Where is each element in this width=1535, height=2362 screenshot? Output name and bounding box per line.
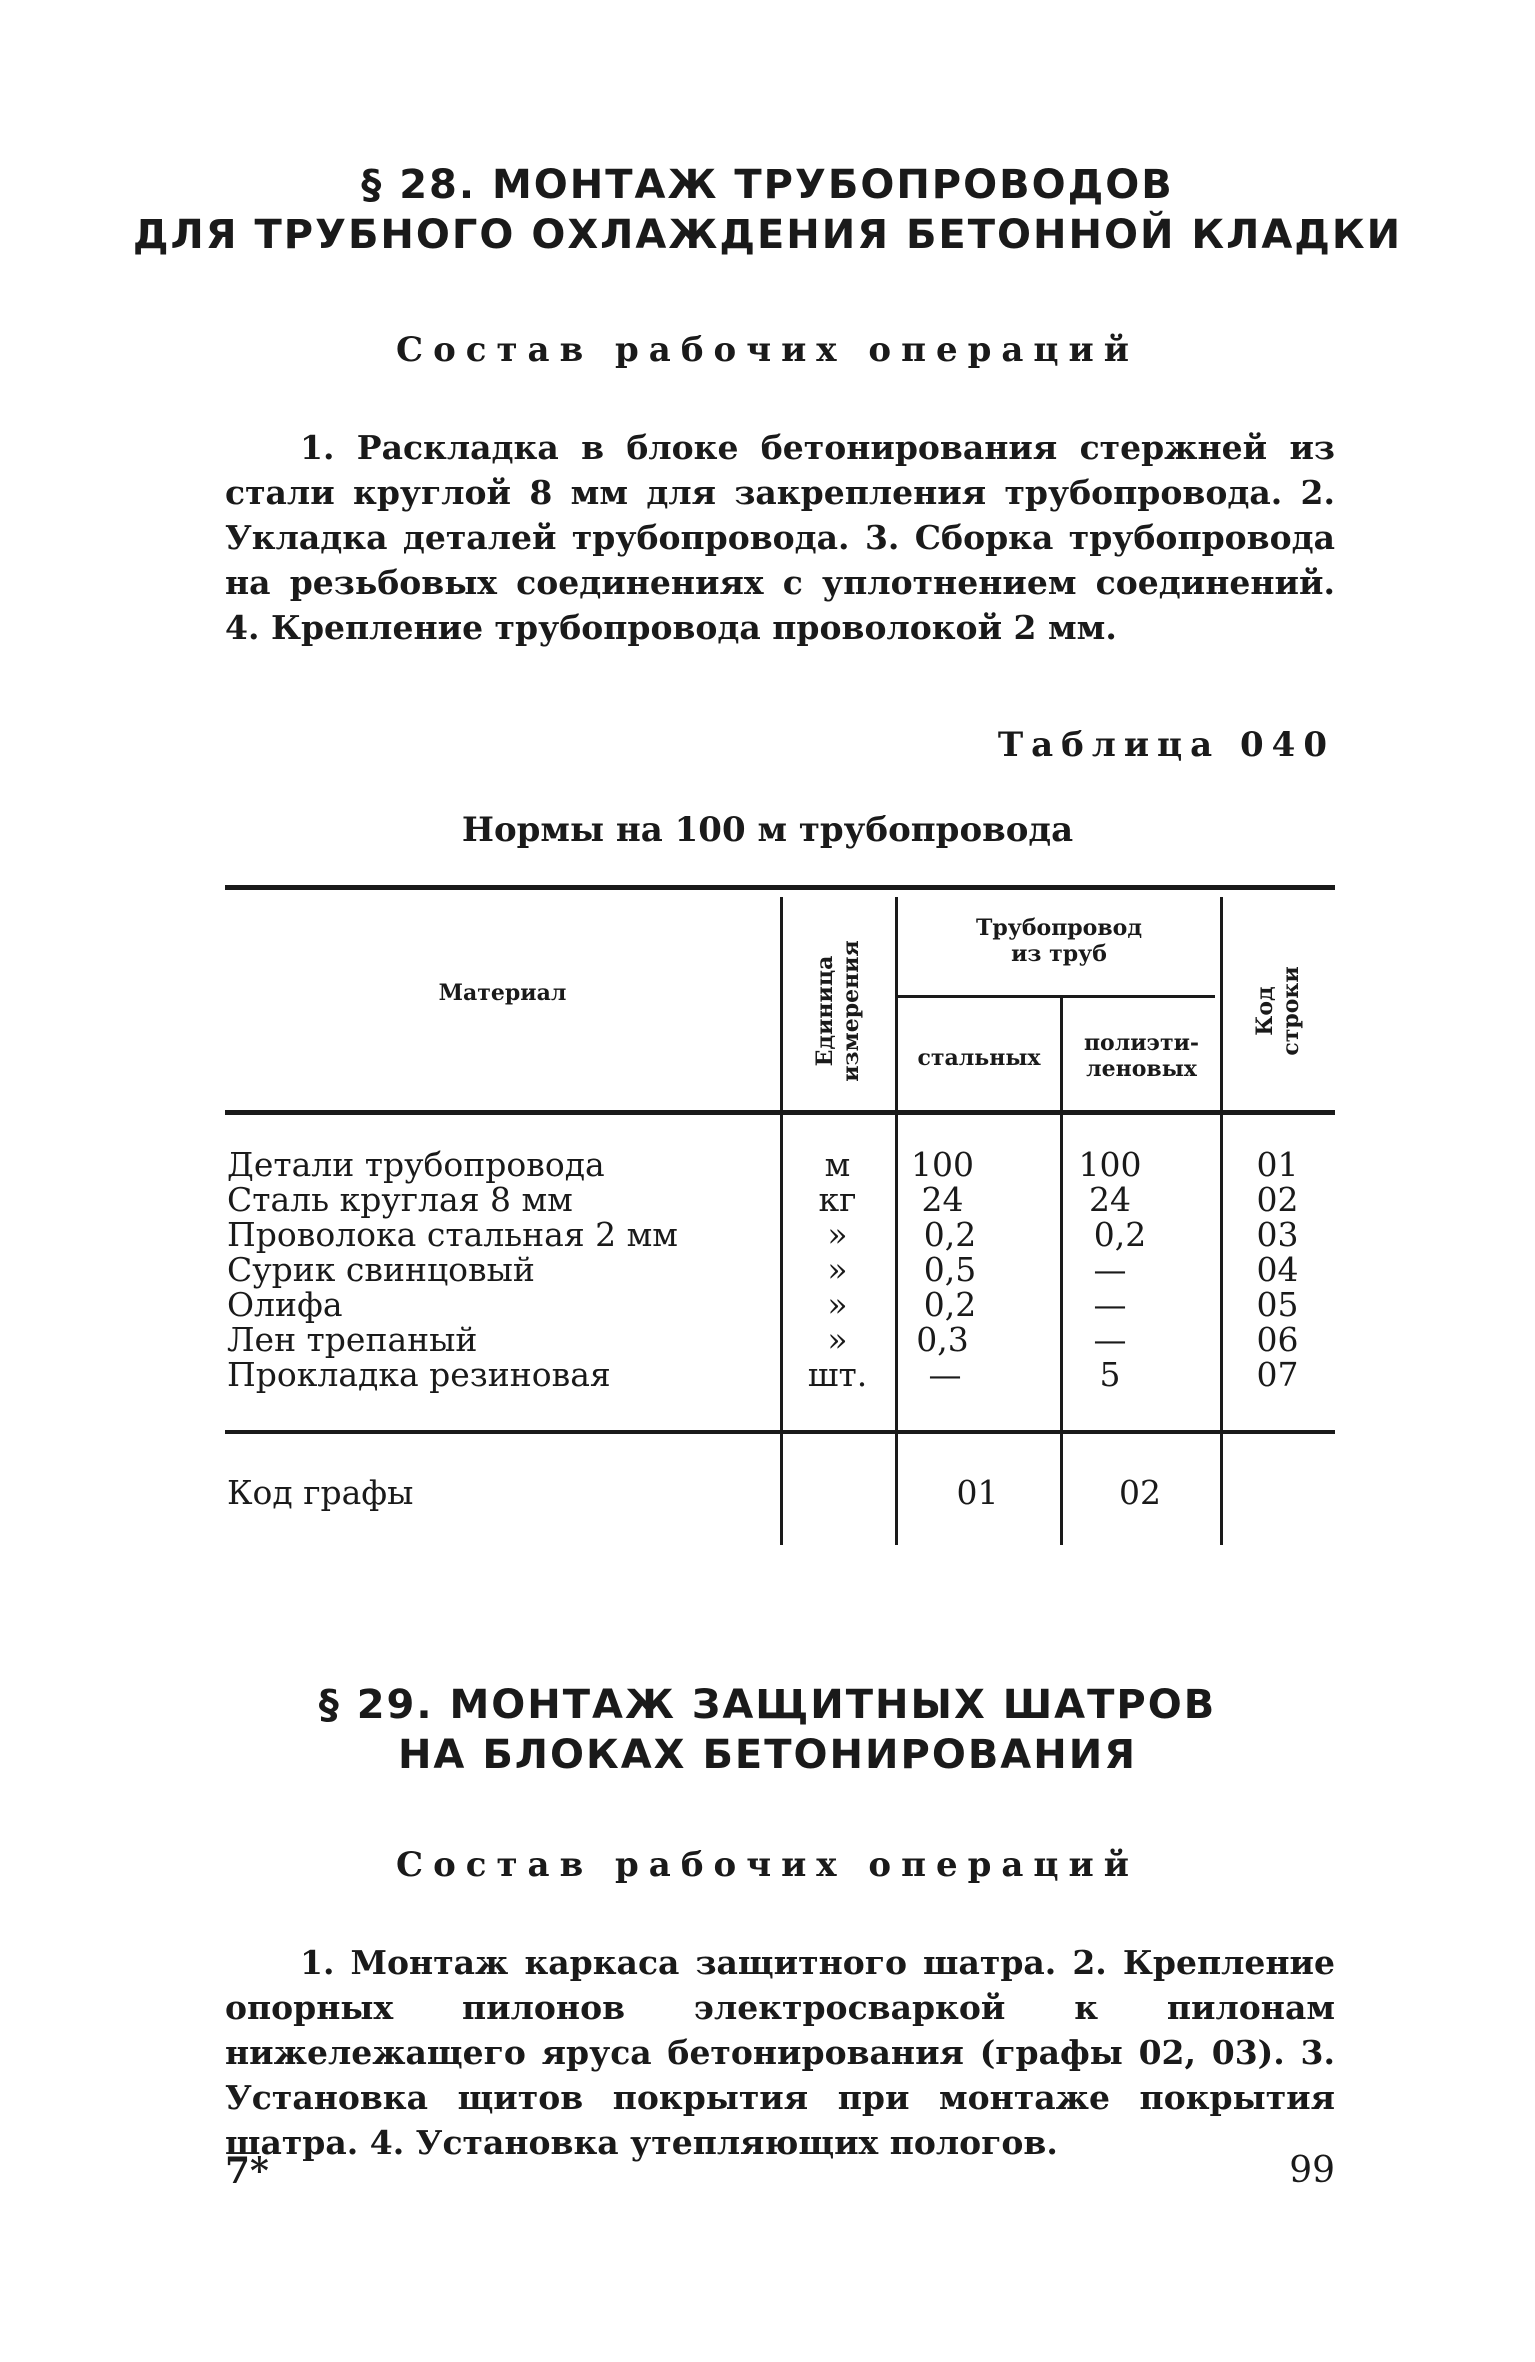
table-row bbox=[225, 1287, 1335, 1322]
pipeline-group-rule bbox=[895, 995, 1215, 998]
section-29-title bbox=[0, 1680, 1535, 1780]
row-code: 01 bbox=[1256, 1145, 1299, 1184]
row-steel: 100 bbox=[911, 1145, 974, 1184]
row-unit: м bbox=[824, 1145, 851, 1184]
row-unit: » bbox=[827, 1320, 848, 1359]
table-row bbox=[225, 1147, 1335, 1182]
section-28-title bbox=[0, 160, 1535, 260]
row-poly: — bbox=[1093, 1320, 1127, 1359]
header-steel: стальных bbox=[917, 1045, 1041, 1071]
section-28-subtitle: Состав рабочих операций bbox=[396, 330, 1139, 370]
row-material: Лен трепаный bbox=[227, 1320, 478, 1359]
row-unit: кг bbox=[818, 1180, 857, 1219]
header-code bbox=[1252, 926, 1304, 1096]
row-code: 04 bbox=[1256, 1250, 1299, 1289]
table-label: Таблица 040 bbox=[997, 725, 1335, 765]
header-unit-line2: измерения bbox=[838, 940, 864, 1082]
row-material: Детали трубопровода bbox=[227, 1145, 605, 1184]
row-material: Проволока стальная 2 мм bbox=[227, 1215, 678, 1254]
row-material: Прокладка резиновая bbox=[227, 1355, 611, 1394]
section-28-title-line1: § 28. МОНТАЖ ТРУБОПРОВОДОВ bbox=[361, 162, 1174, 208]
table-top-rule bbox=[225, 885, 1335, 890]
table-row bbox=[225, 1252, 1335, 1287]
section-28-title-line2: ДЛЯ ТРУБНОГО ОХЛАЖДЕНИЯ БЕТОННОЙ КЛАДКИ bbox=[132, 212, 1403, 258]
row-unit: » bbox=[827, 1250, 848, 1289]
row-poly: 5 bbox=[1099, 1355, 1121, 1394]
section-29-body: 1. Монтаж каркаса защитного шатра. 2. Крепление опорных пилонов электросваркой к пилонам нижележащего яруса бетонирования (графы 02, 03). 3. Установка щитов покрытия при монтаже покрытия шатра. 4. Установка утепляющих пологов. bbox=[225, 1943, 1335, 2162]
row-poly: 0,2 bbox=[1093, 1215, 1147, 1254]
row-steel: 0,2 bbox=[923, 1215, 977, 1254]
header-unit-line1: Единица bbox=[812, 955, 838, 1067]
footer-poly: 02 bbox=[1119, 1473, 1161, 1512]
header-code-line1: Код bbox=[1252, 986, 1278, 1036]
row-steel: 24 bbox=[921, 1180, 964, 1219]
row-code: 07 bbox=[1256, 1355, 1299, 1394]
row-steel: 0,2 bbox=[923, 1285, 977, 1324]
table-caption: Нормы на 100 м трубопровода bbox=[461, 810, 1074, 850]
footer-label: Код графы bbox=[227, 1473, 414, 1512]
signature-mark: 7* bbox=[225, 2150, 269, 2192]
section-28-body: 1. Раскладка в блоке бетонирования стержней из стали круглой 8 мм для закрепления трубопровода. 2. Укладка деталей трубопровода. 3. Сборка трубопровода на резьбовых соединениях с уплотнением соединений. 4. Крепление трубопровода проволокой 2 мм. bbox=[225, 428, 1335, 647]
row-material: Сталь круглая 8 мм bbox=[227, 1180, 573, 1219]
row-poly: — bbox=[1093, 1250, 1127, 1289]
section-29-title-line1: § 29. МОНТАЖ ЗАЩИТНЫХ ШАТРОВ bbox=[318, 1682, 1217, 1728]
header-pipeline-line1: Трубопровод bbox=[976, 915, 1142, 941]
page-number: 99 bbox=[1289, 2150, 1335, 2191]
header-poly-line2: леновых bbox=[1086, 1056, 1197, 1082]
header-pipeline bbox=[898, 915, 1220, 967]
header-material: Материал bbox=[438, 980, 567, 1006]
row-code: 06 bbox=[1256, 1320, 1299, 1359]
header-poly-line1: полиэти- bbox=[1083, 1030, 1200, 1056]
row-code: 02 bbox=[1256, 1180, 1299, 1219]
row-code: 05 bbox=[1256, 1285, 1299, 1324]
row-unit: шт. bbox=[807, 1355, 868, 1394]
row-material: Олифа bbox=[227, 1285, 343, 1324]
header-unit bbox=[812, 926, 864, 1096]
row-material: Сурик свинцовый bbox=[227, 1250, 535, 1289]
table-row bbox=[225, 1217, 1335, 1252]
norms-table bbox=[225, 885, 1335, 1545]
row-unit: » bbox=[827, 1215, 848, 1254]
header-poly bbox=[1063, 1030, 1220, 1082]
row-steel: — bbox=[928, 1355, 962, 1394]
header-pipeline-line2: из труб bbox=[1011, 941, 1107, 967]
row-steel: 0,3 bbox=[916, 1320, 969, 1359]
row-poly: — bbox=[1093, 1285, 1127, 1324]
row-code: 03 bbox=[1256, 1215, 1299, 1254]
section-29-title-line2: НА БЛОКАХ БЕТОНИРОВАНИЯ bbox=[397, 1732, 1138, 1778]
table-row bbox=[225, 1182, 1335, 1217]
table-footer-row bbox=[225, 1475, 1335, 1510]
section-29-subtitle: Состав рабочих операций bbox=[396, 1845, 1139, 1885]
row-poly: 24 bbox=[1089, 1180, 1131, 1219]
footer-steel: 01 bbox=[956, 1473, 999, 1512]
table-row bbox=[225, 1357, 1335, 1392]
row-unit: » bbox=[827, 1285, 848, 1324]
header-code-line2: строки bbox=[1278, 966, 1304, 1056]
row-poly: 100 bbox=[1078, 1145, 1142, 1184]
row-steel: 0,5 bbox=[923, 1250, 977, 1289]
table-row bbox=[225, 1322, 1335, 1357]
